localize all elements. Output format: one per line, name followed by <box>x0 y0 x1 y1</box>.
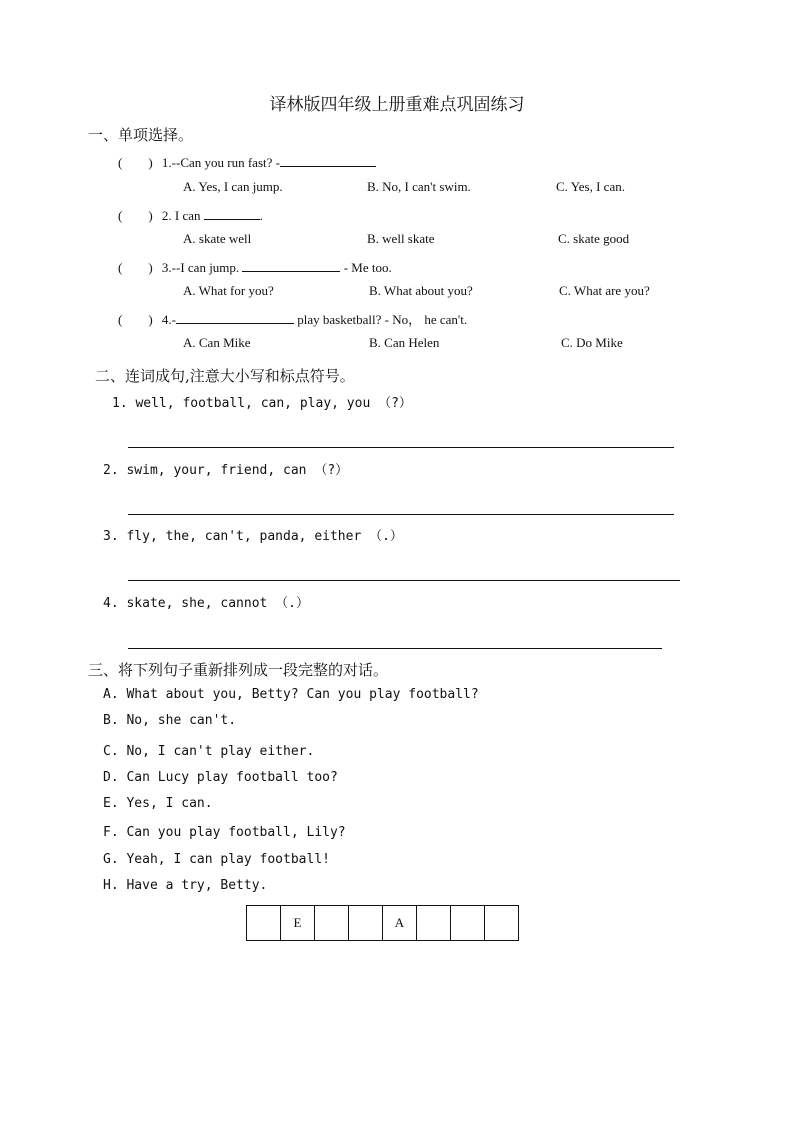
sentence-item-1: 1. well, football, can, play, you （?） <box>112 396 412 411</box>
dialogue-sentence-a: A. What about you, Betty? Can you play football? <box>103 687 479 702</box>
q4-option-b: B. Can Helen <box>369 335 440 350</box>
section1-heading: 一、单项选择。 <box>88 126 194 144</box>
answer-box[interactable] <box>315 906 349 941</box>
q4-option-c: C. Do Mike <box>561 335 623 350</box>
answer-box[interactable]: A <box>383 906 417 941</box>
answer-box[interactable] <box>485 906 519 941</box>
question-3: ( ) 3.--I can jump. - Me too. <box>118 260 392 275</box>
answer-box[interactable] <box>417 906 451 941</box>
dialogue-sentence-c: C. No, I can't play either. <box>103 744 315 759</box>
answer-line-1[interactable] <box>128 447 674 448</box>
answer-paren[interactable]: ( ) <box>118 155 153 170</box>
blank-line[interactable] <box>204 207 260 220</box>
section2-heading: 二、连词成句,注意大小写和标点符号。 <box>95 367 355 385</box>
answer-box[interactable] <box>247 906 281 941</box>
dialogue-sentence-d: D. Can Lucy play football too? <box>103 770 338 785</box>
sentence-item-3: 3. fly, the, can't, panda, either （.） <box>103 529 403 544</box>
answer-box[interactable] <box>451 906 485 941</box>
q3-option-b: B. What about you? <box>369 283 473 298</box>
dialogue-sentence-f: F. Can you play football, Lily? <box>103 825 346 840</box>
dialogue-sentence-g: G. Yeah, I can play football! <box>103 852 330 867</box>
q2-option-a: A. skate well <box>183 231 252 246</box>
q3-option-a: A. What for you? <box>183 283 274 298</box>
q2-option-b: B. well skate <box>367 231 435 246</box>
question-4: ( ) 4.- play basketball? - No， he can't. <box>118 312 468 327</box>
q1-option-b: B. No, I can't swim. <box>367 179 471 194</box>
question-1: ( ) 1.--Can you run fast? - <box>118 152 376 171</box>
dialogue-sentence-e: E. Yes, I can. <box>103 796 213 811</box>
answer-line-2[interactable] <box>128 514 674 515</box>
section3-heading: 三、将下列句子重新排列成一段完整的对话。 <box>88 661 389 679</box>
q4-option-a: A. Can Mike <box>183 335 251 350</box>
page-title: 译林版四年级上册重难点巩固练习 <box>269 95 525 115</box>
order-answer-grid <box>246 905 519 941</box>
answer-paren[interactable]: ( ) <box>118 260 153 275</box>
blank-line[interactable] <box>280 154 376 167</box>
answer-paren[interactable]: ( ) <box>118 208 153 223</box>
sentence-item-2: 2. swim, your, friend, can （?） <box>103 463 349 478</box>
answer-box[interactable] <box>349 906 383 941</box>
dialogue-sentence-h: H. Have a try, Betty. <box>103 878 268 893</box>
answer-paren[interactable]: ( ) <box>118 312 153 327</box>
q1-option-a: A. Yes, I can jump. <box>183 179 283 194</box>
dialogue-sentence-b: B. No, she can't. <box>103 713 237 728</box>
sentence-item-4: 4. skate, she, cannot （.） <box>103 596 310 611</box>
answer-line-3[interactable] <box>128 580 680 581</box>
question-2: ( ) 2. I can . <box>118 208 264 223</box>
blank-line[interactable] <box>242 259 340 272</box>
answer-box[interactable]: E <box>281 906 315 941</box>
blank-line[interactable] <box>176 311 294 324</box>
q3-option-c: C. What are you? <box>559 283 650 298</box>
q2-option-c: C. skate good <box>558 231 630 246</box>
answer-line-4[interactable] <box>128 648 662 649</box>
q1-option-c: C. Yes, I can. <box>556 179 625 194</box>
